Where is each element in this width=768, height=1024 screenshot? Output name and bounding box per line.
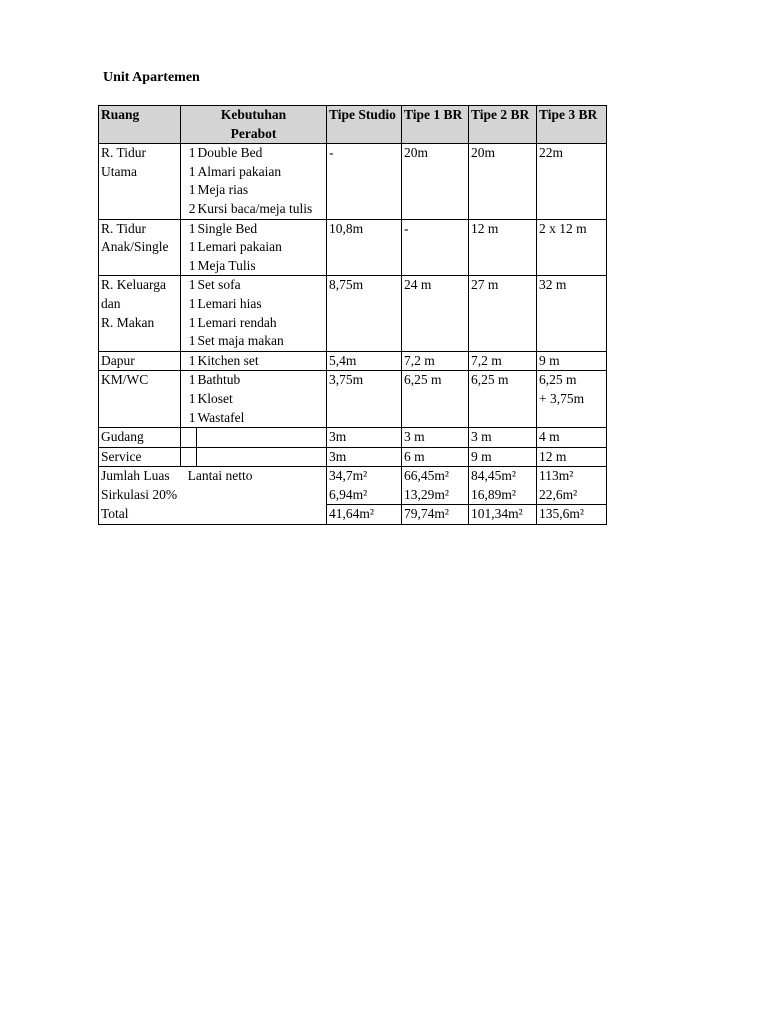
header-kebutuhan-line: Kebutuhan: [220, 107, 287, 122]
table-row: [99, 351, 607, 371]
quantity-cell-line: 1: [188, 239, 196, 255]
tipe-1br-cell-line: 6 m: [404, 448, 425, 464]
ruang-cell-line: R. Makan: [101, 314, 155, 330]
jumlah-3br: 113m²: [539, 468, 574, 484]
ruang-cell-line: [101, 390, 178, 409]
tipe-1br-cell: [402, 428, 469, 448]
jumlah-2br: 84,45m²: [471, 468, 516, 484]
studio-cell-line: 5,4m: [329, 352, 357, 368]
tipe-3br-cell-line: [539, 163, 604, 182]
tipe-2br-cell-line: 20m: [471, 145, 496, 161]
studio-cell: [327, 351, 402, 371]
perabot-cell-line: Wastafel: [197, 409, 245, 425]
tipe-3br-cell: [537, 144, 607, 219]
quantity-cell-line: 1: [188, 277, 196, 293]
total-3br: 135,6m²: [537, 505, 607, 525]
tipe-3br-cell-line: [539, 314, 604, 333]
quantity-cell-line: 1: [188, 390, 196, 406]
tipe-1br-cell-line: [404, 163, 466, 182]
tipe-1br-cell: [402, 351, 469, 371]
quantity-cell-line: 1: [188, 163, 196, 179]
quantity-cell: [181, 144, 197, 219]
studio-cell-line: 3,75m: [329, 372, 364, 388]
tipe-2br-cell-line: [471, 200, 534, 219]
tipe-1br-cell-line: [404, 257, 466, 276]
tipe-2br-cell: [469, 447, 537, 467]
studio-cell: [327, 447, 402, 467]
quantity-cell-line: 1: [188, 220, 196, 236]
studio-cell-line: [329, 181, 399, 200]
tipe-3br-cell: [537, 447, 607, 467]
studio-cell-line: [329, 257, 399, 276]
header-ruang: Ruang: [99, 106, 181, 144]
tipe-1br-cell-line: -: [404, 220, 409, 236]
header-kebutuhan-perabot: [181, 106, 327, 144]
ruang-cell: [99, 219, 181, 276]
total-row: [99, 505, 607, 525]
tipe-1br-cell-line: [404, 200, 466, 219]
tipe-2br-cell-line: [471, 314, 534, 333]
tipe-2br-cell-line: 12 m: [471, 220, 499, 236]
sirkulasi-studio: 6,94m²: [329, 486, 368, 502]
quantity-cell-line: 2: [188, 200, 196, 216]
total-1br: 79,74m²: [402, 505, 469, 525]
jumlah-luas-label: Jumlah Luas: [101, 468, 170, 484]
tipe-1br-cell-line: [404, 390, 466, 409]
quantity-cell-line: 1: [188, 409, 196, 425]
summary-body: [99, 467, 607, 525]
table-row: [99, 144, 607, 219]
quantity-cell: [181, 219, 197, 276]
header-perabot-line: Perabot: [230, 125, 277, 141]
table-row: [99, 219, 607, 276]
tipe-3br-cell-line: [539, 257, 604, 276]
perabot-cell-line: Lemari hias: [197, 295, 262, 311]
studio-cell-line: [329, 163, 399, 182]
quantity-cell: [181, 276, 197, 351]
perabot-cell-line: Meja rias: [197, 182, 249, 198]
ruang-cell-line: [101, 332, 178, 351]
perabot-cell-line: Bathtub: [197, 372, 241, 388]
summary-1br: [402, 467, 469, 505]
ruang-cell-line: Service: [101, 448, 142, 464]
perabot-cell-line: Lemari rendah: [197, 314, 277, 330]
tipe-2br-cell-line: [471, 238, 534, 257]
tipe-1br-cell-line: 24 m: [404, 277, 432, 293]
quantity-cell: [181, 371, 197, 428]
summary-2br: [469, 467, 537, 505]
quantity-cell-line: 1: [188, 333, 196, 349]
tipe-1br-cell-line: [404, 409, 466, 428]
quantity-cell-line: 1: [188, 372, 196, 388]
ruang-cell-line: Anak/Single: [101, 239, 169, 255]
quantity-cell-line: [183, 428, 195, 447]
ruang-cell-line: Gudang: [101, 429, 144, 445]
tipe-2br-cell: [469, 219, 537, 276]
tipe-1br-cell: [402, 219, 469, 276]
tipe-1br-cell: [402, 371, 469, 428]
tipe-2br-cell-line: 7,2 m: [471, 352, 502, 368]
studio-cell-line: [329, 332, 399, 351]
tipe-1br-cell-line: 7,2 m: [404, 352, 435, 368]
quantity-cell-line: 1: [188, 257, 196, 273]
apartment-unit-table: [98, 105, 607, 525]
total-studio: 41,64m²: [327, 505, 402, 525]
quantity-cell: [181, 447, 197, 467]
ruang-cell-line: R. Tidur: [101, 220, 147, 236]
tipe-3br-cell-line: [539, 295, 604, 314]
perabot-cell: [197, 428, 327, 448]
tipe-2br-cell-line: [471, 257, 534, 276]
tipe-3br-cell-line: [539, 332, 604, 351]
quantity-cell: [181, 351, 197, 371]
studio-cell: [327, 276, 402, 351]
header-tipe-3br: Tipe 3 BR: [537, 106, 607, 144]
header-row: [99, 106, 607, 144]
tipe-2br-cell-line: [471, 163, 534, 182]
studio-cell-line: 10,8m: [329, 220, 364, 236]
perabot-cell: [197, 219, 327, 276]
table-row: [99, 371, 607, 428]
quantity-cell: [181, 428, 197, 448]
tipe-3br-cell-line: 32 m: [539, 277, 567, 293]
ruang-cell-line: [101, 181, 178, 200]
tipe-2br-cell: [469, 276, 537, 351]
studio-cell-line: 8,75m: [329, 277, 364, 293]
ruang-cell-line: [101, 409, 178, 428]
studio-cell-line: [329, 295, 399, 314]
tipe-1br-cell-line: [404, 181, 466, 200]
sirkulasi-2br: 16,89m²: [471, 486, 516, 502]
summary-studio: [327, 467, 402, 505]
jumlah-1br: 66,45m²: [404, 468, 449, 484]
sirkulasi-3br: 22,6m²: [539, 486, 578, 502]
table-body: [99, 144, 607, 467]
tipe-3br-cell-line: [539, 238, 604, 257]
perabot-cell-line: Double Bed: [197, 145, 263, 161]
tipe-3br-cell-line: 2 x 12 m: [539, 220, 587, 236]
tipe-3br-cell-line: 9 m: [539, 352, 560, 368]
tipe-1br-cell: [402, 276, 469, 351]
tipe-2br-cell-line: 27 m: [471, 277, 499, 293]
studio-cell: [327, 144, 402, 219]
tipe-3br-cell: [537, 276, 607, 351]
tipe-2br-cell-line: 9 m: [471, 448, 492, 464]
ruang-cell-line: KM/WC: [101, 372, 149, 388]
quantity-cell-line: 1: [188, 295, 196, 311]
ruang-cell: [99, 144, 181, 219]
tipe-2br-cell-line: [471, 409, 534, 428]
tipe-2br-cell-line: [471, 181, 534, 200]
ruang-cell-line: [101, 200, 178, 219]
studio-cell-line: [329, 314, 399, 333]
tipe-3br-cell-line: 12 m: [539, 448, 567, 464]
total-2br: 101,34m²: [469, 505, 537, 525]
perabot-cell-line: Kursi baca/meja tulis: [197, 200, 313, 216]
perabot-cell: [197, 276, 327, 351]
table-row: [99, 276, 607, 351]
perabot-cell-line: [198, 448, 324, 467]
tipe-3br-cell-line: + 3,75m: [539, 390, 585, 406]
tipe-3br-cell-line: [539, 181, 604, 200]
table-row: [99, 447, 607, 467]
ruang-cell: [99, 428, 181, 448]
ruang-cell-line: R. Tidur: [101, 145, 147, 161]
perabot-cell-line: [198, 428, 324, 447]
tipe-2br-cell-line: 6,25 m: [471, 372, 509, 388]
studio-cell-line: 3m: [329, 429, 347, 445]
summary-3br: [537, 467, 607, 505]
perabot-cell-line: Set maja makan: [197, 333, 284, 349]
tipe-1br-cell-line: [404, 332, 466, 351]
perabot-cell-line: Kitchen set: [197, 352, 259, 368]
tipe-3br-cell: [537, 428, 607, 448]
studio-cell-line: [329, 390, 399, 409]
tipe-2br-cell-line: [471, 390, 534, 409]
tipe-1br-cell-line: [404, 238, 466, 257]
perabot-cell: [197, 351, 327, 371]
ruang-cell-line: Utama: [101, 163, 137, 179]
ruang-cell: [99, 351, 181, 371]
studio-cell: [327, 219, 402, 276]
quantity-cell-line: [183, 448, 195, 467]
total-label: Total: [99, 505, 327, 525]
tipe-2br-cell-line: [471, 332, 534, 351]
tipe-2br-cell-line: [471, 295, 534, 314]
summary-labels: [99, 467, 327, 505]
tipe-3br-cell-line: 6,25 m: [539, 372, 577, 388]
sirkulasi-label: Sirkulasi 20%: [101, 486, 178, 502]
ruang-cell-line: dan: [101, 295, 121, 311]
quantity-cell-line: 1: [188, 182, 196, 198]
tipe-1br-cell-line: [404, 314, 466, 333]
tipe-1br-cell-line: 20m: [404, 145, 429, 161]
tipe-3br-cell-line: 22m: [539, 145, 564, 161]
perabot-cell-line: Kloset: [197, 390, 233, 406]
ruang-cell: [99, 371, 181, 428]
studio-cell-line: [329, 200, 399, 219]
perabot-cell-line: Lemari pakaian: [197, 239, 282, 255]
tipe-3br-cell-line: [539, 200, 604, 219]
studio-cell: [327, 428, 402, 448]
studio-cell-line: -: [329, 145, 334, 161]
ruang-cell-line: R. Keluarga: [101, 277, 166, 293]
tipe-3br-cell: [537, 219, 607, 276]
ruang-cell: [99, 276, 181, 351]
perabot-cell-line: Single Bed: [197, 220, 258, 236]
header-tipe-2br: Tipe 2 BR: [469, 106, 537, 144]
tipe-1br-cell-line: 3 m: [404, 429, 425, 445]
tipe-1br-cell-line: 6,25 m: [404, 372, 442, 388]
quantity-cell-line: 1: [188, 145, 196, 161]
table-row: [99, 428, 607, 448]
perabot-cell: [197, 447, 327, 467]
perabot-cell-line: Set sofa: [197, 277, 241, 293]
tipe-3br-cell-line: 4 m: [539, 429, 560, 445]
ruang-cell-line: Dapur: [101, 352, 135, 368]
perabot-cell: [197, 371, 327, 428]
quantity-cell-line: 1: [188, 314, 196, 330]
tipe-3br-cell: [537, 351, 607, 371]
tipe-2br-cell: [469, 371, 537, 428]
studio-cell-line: [329, 409, 399, 428]
lantai-netto-label: Lantai netto: [187, 468, 253, 484]
sirkulasi-1br: 13,29m²: [404, 486, 449, 502]
tipe-2br-cell: [469, 144, 537, 219]
tipe-1br-cell-line: [404, 295, 466, 314]
tipe-2br-cell-line: 3 m: [471, 429, 492, 445]
studio-cell-line: [329, 238, 399, 257]
perabot-cell-line: Meja Tulis: [197, 257, 256, 273]
ruang-cell-line: [101, 257, 178, 276]
summary-jumlah-line: [101, 467, 324, 486]
header-tipe-studio: Tipe Studio: [327, 106, 402, 144]
tipe-1br-cell: [402, 447, 469, 467]
perabot-cell: [197, 144, 327, 219]
tipe-2br-cell: [469, 351, 537, 371]
summary-row: [99, 467, 607, 505]
tipe-3br-cell-line: [539, 409, 604, 428]
header-tipe-1br: Tipe 1 BR: [402, 106, 469, 144]
ruang-cell: [99, 447, 181, 467]
quantity-cell-line: 1: [188, 352, 196, 368]
perabot-cell-line: Almari pakaian: [197, 163, 282, 179]
tipe-3br-cell: [537, 371, 607, 428]
studio-cell-line: 3m: [329, 448, 347, 464]
jumlah-studio: 34,7m²: [329, 468, 368, 484]
tipe-1br-cell: [402, 144, 469, 219]
document-title: Unit Apartemen: [103, 70, 200, 85]
studio-cell: [327, 371, 402, 428]
tipe-2br-cell: [469, 428, 537, 448]
